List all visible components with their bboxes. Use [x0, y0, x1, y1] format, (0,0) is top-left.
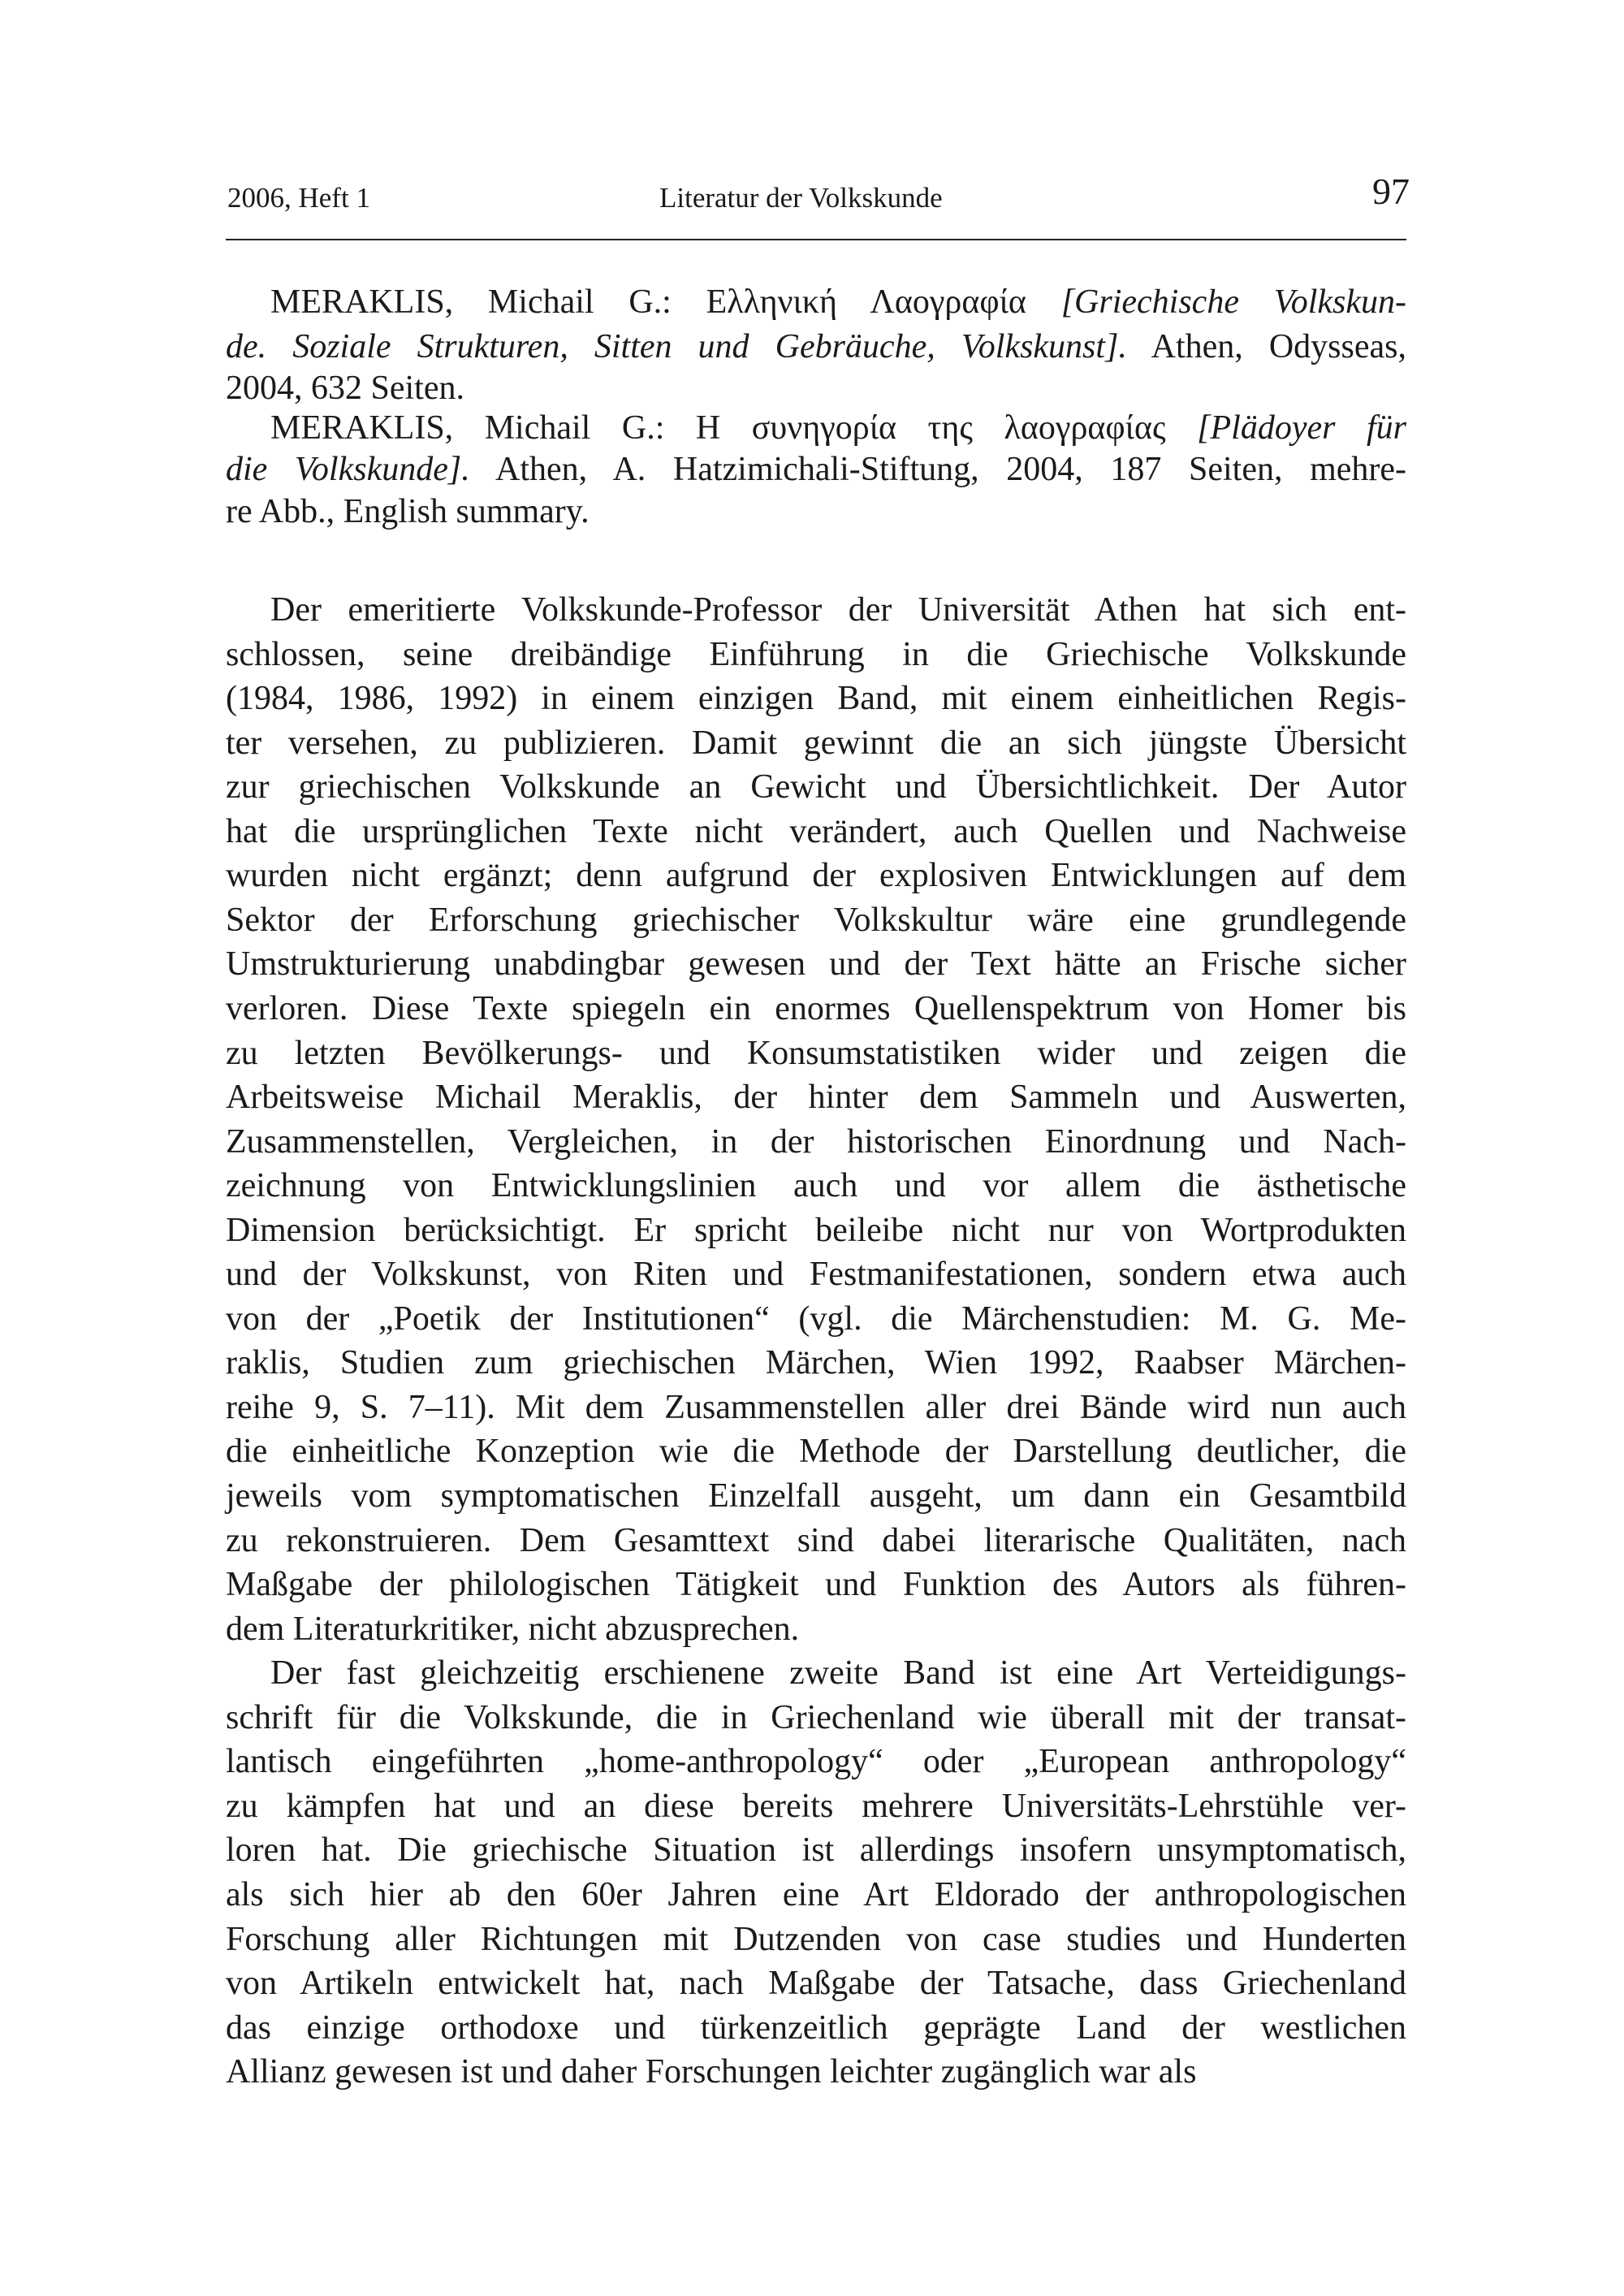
- body-text-line: von der „Poetik der Institutionen“ (vgl. die Märchenstudien: M. G. Me-: [226, 1299, 1406, 1338]
- body-text-line: schlossen, seine dreibändige Einführung in die Griechische Volkskunde: [226, 635, 1406, 673]
- body-text-line: Allianz gewesen ist und daher Forschungen leichter zugänglich war als: [226, 2053, 1197, 2091]
- book-title-translation: die Volkskunde].: [226, 451, 470, 488]
- body-text-line: Arbeitsweise Michail Meraklis, der hinter dem Sammeln und Auswerten,: [226, 1079, 1406, 1117]
- body-text-line: von Artikeln entwickelt hat, nach Maßgabe der Tatsache, dass Griechenland: [226, 1965, 1406, 2003]
- body-text-line: Zusammenstellen, Vergleichen, in der historischen Einordnung und Nach-: [226, 1122, 1406, 1161]
- bibliography-line: [226, 448, 1406, 491]
- body-text-line: (1984, 1986, 1992) in einem einzigen Band, mit einem einheitlichen Regis-: [226, 680, 1406, 718]
- citation-text: 2004, 632 Seiten.: [226, 370, 464, 407]
- body-text-line: Maßgabe der philologischen Tätigkeit und Funktion des Autors als führen-: [226, 1566, 1406, 1604]
- body-text-line: Umstrukturierung unabdingbar gewesen und der Text hätte an Frische sicher: [226, 945, 1406, 984]
- running-header-issue: 2006, Heft 1: [227, 182, 370, 214]
- citation-text: MERAKLIS, Michail G.: Ελληνική Λαογραφία: [270, 283, 1061, 321]
- body-text-line: dem Literaturkritiker, nicht abzusprechen.: [226, 1610, 800, 1648]
- bibliography-line: [226, 325, 1406, 369]
- body-text-line: als sich hier ab den 60er Jahren eine Art Eldorado der anthropologischen: [226, 1875, 1406, 1913]
- book-title-translation: [Griechische Volkskun-: [1060, 283, 1406, 321]
- body-text-line: jeweils vom symptomatischen Einzelfall ausgeht, um dann ein Gesamtbild: [226, 1477, 1406, 1515]
- book-title-translation: [Plädoyer für: [1197, 409, 1407, 447]
- body-text-line: schrift für die Volkskunde, die in Griechenland wie überall mit der transat-: [226, 1698, 1406, 1736]
- body-text-line: das einzige orthodoxe und türkenzeitlich geprägte Land der westlichen: [226, 2008, 1406, 2047]
- body-text-line: Dimension berücksichtigt. Er spricht beileibe nicht nur von Wortprodukten: [226, 1211, 1406, 1249]
- citation-text: re Abb., English summary.: [226, 493, 590, 530]
- book-title-translation: de. Soziale Strukturen, Sitten und Gebräuche, Volkskunst].: [226, 328, 1127, 365]
- bibliography-line: [270, 406, 1406, 450]
- body-text-line: Der emeritierte Volkskunde-Professor der Universität Athen hat sich ent-: [270, 591, 1406, 629]
- body-text-line: Sektor der Erforschung griechischer Volkskultur wäre eine grundlegende: [226, 901, 1406, 939]
- body-text-line: die einheitliche Konzeption wie die Methode der Darstellung deutlicher, die: [226, 1433, 1406, 1471]
- citation-text: Athen, A. Hatzimichali-Stiftung, 2004, 187 Seiten, mehre-: [469, 451, 1407, 488]
- body-text-line: verloren. Diese Texte spiegeln ein enormes Quellenspektrum von Homer bis: [226, 989, 1406, 1027]
- body-text-line: zur griechischen Volkskunde an Gewicht und Übersichtlichkeit. Der Autor: [226, 768, 1406, 806]
- body-text-line: Forschung aller Richtungen mit Dutzenden von case studies und Hunderten: [226, 1920, 1406, 1958]
- body-text-line: und der Volkskunst, von Riten und Festmanifestationen, sondern etwa auch: [226, 1256, 1406, 1294]
- page-number: 97: [1372, 171, 1410, 212]
- body-text-line: ter versehen, zu publizieren. Damit gewinnt die an sich jüngste Übersicht: [226, 724, 1406, 762]
- body-text-line: zu rekonstruieren. Dem Gesamttext sind dabei literarische Qualitäten, nach: [226, 1521, 1406, 1559]
- citation-text: MERAKLIS, Michail G.: Η συνηγορία της λαογραφίας: [270, 409, 1198, 447]
- body-text-line: Der fast gleichzeitig erschienene zweite Band ist eine Art Verteidigungs-: [270, 1654, 1406, 1693]
- body-text-line: raklis, Studien zum griechischen Märchen, Wien 1992, Raabser Märchen-: [226, 1344, 1406, 1382]
- bibliography-line: [226, 490, 1406, 534]
- body-text-line: zu letzten Bevölkerungs- und Konsumstatistiken wider und zeigen die: [226, 1034, 1406, 1072]
- citation-text: Athen, Odysseas,: [1126, 328, 1406, 365]
- header-divider: [226, 239, 1406, 240]
- body-text-line: lantisch eingeführten „home-anthropology“ oder „European anthropology“: [226, 1743, 1406, 1781]
- body-text-line: loren hat. Die griechische Situation ist allerdings insofern unsymptomatisch,: [226, 1831, 1406, 1870]
- bibliography-line: [270, 280, 1406, 324]
- bibliography-line: [226, 366, 1406, 410]
- body-text-line: hat die ursprünglichen Texte nicht verändert, auch Quellen und Nachweise: [226, 812, 1406, 850]
- body-text-line: zeichnung von Entwicklungslinien auch und vor allem die ästhetische: [226, 1167, 1406, 1205]
- body-text-line: zu kämpfen hat und an diese bereits mehrere Universitäts-Lehrstühle ver-: [226, 1787, 1406, 1825]
- running-header-title: Literatur der Volkskunde: [659, 182, 943, 214]
- body-text-line: wurden nicht ergänzt; denn aufgrund der explosiven Entwicklungen auf dem: [226, 857, 1406, 895]
- body-text-line: reihe 9, S. 7–11). Mit dem Zusammenstellen aller drei Bände wird nun auch: [226, 1388, 1406, 1426]
